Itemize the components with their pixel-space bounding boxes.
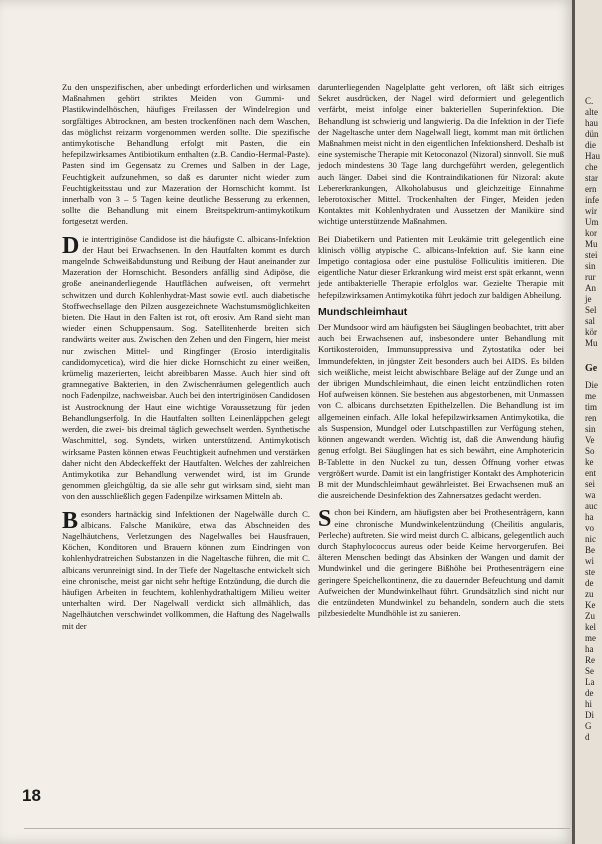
next-page-fragment: wi — [585, 556, 594, 566]
next-page-fragment: ha — [585, 512, 594, 522]
next-page-fragment: tim — [585, 402, 598, 412]
paragraph — [318, 507, 564, 619]
paragraph: darunterliegenden Nagelplatte geht verloren, oft läßt sich eitriges Sekret ausdrücken, der Nagel wird deformiert und gelegentlich verfärbt, meist infolge einer bakteriellen Superinfektion. Die Behandlung ist schwierig und langwierig. Da die Infektion in der Tiefe der Nageltasche unter dem Nagelwall liegt, kommt man mit örtlichen Maßnahmen meist nicht in den eigentlichen Infektionsherd. Deshalb ist eine systemische Therapie mit Ketoconazol (Nizoral) sinnvoll. Sie muß jedoch mindestens 30 Tage lang durchgeführt werden, gelegentlich auch länger. Dabei sind die Kontraindikationen für Nizoral: akute Lebererkrankungen, Alkoholabusus und gleichzeitige Einnahme leberotoxischer Mittel. Trockenhalten der Finger, Meiden jeden Kontaktes mit Kohlenhydraten und Aussetzen der Maniküre sind wichtige unterstützende Maßnahmen. — [318, 82, 564, 227]
next-page-fragment: Re — [585, 655, 595, 665]
next-page-fragment: ern — [585, 184, 597, 194]
next-page-fragment: hau — [585, 118, 598, 128]
next-page-fragment: wa — [585, 490, 596, 500]
page-number: 18 — [22, 786, 41, 805]
next-page-fragment: Zu — [585, 611, 595, 621]
next-page-fragment: An — [585, 283, 596, 293]
next-page-fragment: de — [585, 688, 594, 698]
next-page-fragment: infe — [585, 195, 599, 205]
next-page-fragment: ren — [585, 413, 597, 423]
paragraph: Bei Diabetikern und Patienten mit Leukämie tritt gelegentlich eine klinisch völlig atypische C. albicans-Infektion auf. Sie kann eine Impetigo contagiosa oder eine pustulöse Folliculitis imitieren. Die eigentliche Natur dieser Erkrankung wird meist erst spät erkannt, wenn jede antibakterielle Therapie erfolglos war. Gezielte Therapie mit hefepilzwirksamen Antimykotika führt jedoch zur baldigen Abheilung. — [318, 233, 564, 300]
next-page-fragment: me — [585, 391, 596, 401]
right-column — [318, 82, 564, 625]
paragraph-body: ie intertriginöse Candidose ist die häufigste C. albicans-Infektion der Haut bei Erwachsenen. In den Hautfalten kommt es durch mangelnde Schweißabdunstung und Reibung der Haut aneinander zur Mazeration der Hornschicht. Besonders anfällig sind Adipöse, die große aneinanderliegende Hautflächen aufweisen, oft vermehrt schwitzen und durch Kohlenhydrat-Mast sowie evtl. auch diabetische Stoffwechsellage den Pilzen ausgezeichnete Wachstumsmöglichkeiten bieten. Die Haut in den Falten ist rot, oft erosiv. Am Rand sieht man wieder einen Schuppensaum. Sog. Satellitenherde breiten sich randwärts weiter aus. Zwischen den Zehen und den Fingern, hier meist nur zwischen Mittel- und Ringfinger (Erosio interdigitalis candidomycetica), wird die hier dicke Hornschicht zu einer weißen, krümelig mazerierten, leicht abreibbaren Masse. Auch hier sind oft gramnegative Bakterien, in den Zwischenräumen gelegentlich auch noch Fadenpilze, nachweisbar. Auch bei den intertriginösen Candidosen ist Austrocknung der Haut eine wichtige Voraussetzung für jeden Behandlungserfolg. In die Hautfalten sollten Leinenläppchen gelegt werden, die zwei- bis dreimal täglich gewechselt werden. Synthetische Waschmittel, sog. Syndets, wirken unterstützend. Antimykotisch wirksame Pasten können etwas Feuchtigkeit aufnehmen und verstärken daher nicht den Abdeckeffekt der Hautfalten. Welches der zahlreichen Antimykotika zur Behandlung verwendet wird, ist im Grunde genommen gleichgültig, da sie alle sehr gut wirksam sind, sieht man von den ausschließlich gegen Fadenpilze wirksamen Mitteln ab. — [62, 233, 310, 502]
next-page-fragment: Hau — [585, 151, 600, 161]
next-page-edge — [575, 0, 602, 844]
next-page-fragment: sei — [585, 479, 595, 489]
paragraph-body: chon bei Kindern, am häufigsten aber bei Prothesenträgern, kann eine chronische Mundwinkelentzündung (Cheilitis angularis, Perleche) auftreten. Sie wird meist durch C. albicans, gelegentlich auch durch Staphylococcus aureus oder beide Keime hervorgerufen. Bei älteren Menschen bedingt das Absinken der Wangen und damit der Mundwinkel und die geringere Bißhöhe bei Prothesenträgern eine geringere Speichelkontinenz, die zu dauernder Befeuchtung und damit Aufweichen der Mundwinkelhaut führt. Grundsätzlich sind nicht nur die entzündeten Mundwinkel zu behandeln, sondern auch die stets pilzbesiedelte Mundhöhle ist zu sanieren. — [318, 507, 564, 619]
next-page-fragment: me — [585, 633, 596, 643]
next-page-fragment: rur — [585, 272, 596, 282]
paragraph — [62, 509, 310, 632]
next-page-fragment: hi — [585, 699, 593, 709]
next-page-fragment: kel — [585, 622, 596, 632]
next-page-fragment: So — [585, 446, 595, 456]
left-column — [62, 82, 310, 638]
next-page-fragment: Se — [585, 666, 594, 676]
next-page-fragment: Mu — [585, 239, 598, 249]
next-page-fragment: che — [585, 162, 598, 172]
section-heading: Mundschleimhaut — [318, 305, 408, 318]
next-page-fragment: die — [585, 140, 596, 150]
next-page-fragment: nic — [585, 534, 596, 544]
next-page-fragment: kör — [585, 327, 597, 337]
next-page-fragment: kor — [585, 228, 597, 238]
next-page-fragment: ste — [585, 567, 595, 577]
next-page-fragment: auc — [585, 501, 598, 511]
next-page-fragment: ent — [585, 468, 596, 478]
paragraph-body: esonders hartnäckig sind Infektionen der Nagelwälle durch C. albicans. Falsche Maniküre, etwa das Abschneiden des Nagelhäutchens, Verletzungen des Nagelwalles bei Hausfrauen, Köchen, Konditoren und Brauern können zum Eindringen von kohlenhydratreichen Substanzen in die Nageltasche führen, die mit C. albicans verunreinigt sind. In der Tiefe der Nageltasche entwickelt sich eine chronische, meist gar nicht sehr heftige Entzündung, die durch die häufigen Arbeiten in feuchtem, kohlenhydrathaltigem Milieu weiter unterhalten wird. Der Nagelwall verdickt sich allmählich, das Nagelhäutchen verschwindet vollkommen, die Haftung des Nagelwalls mit der — [62, 508, 310, 631]
divider — [24, 828, 570, 829]
next-page-fragment: alte — [585, 107, 598, 117]
paragraph — [62, 234, 310, 503]
next-page-fragment: Die — [585, 380, 598, 390]
next-page-fragment: Ge — [585, 363, 598, 374]
next-page-fragment: Ve — [585, 435, 595, 445]
drop-cap: S — [318, 506, 332, 533]
next-page-fragment: sin — [585, 424, 596, 434]
next-page-fragment: zu — [585, 589, 594, 599]
next-page-fragment: vo — [585, 523, 594, 533]
next-page-fragment: Be — [585, 545, 595, 555]
next-page-fragment: dün — [585, 129, 599, 139]
next-page-fragment: de — [585, 578, 594, 588]
next-page-fragment: La — [585, 677, 595, 687]
next-page-fragment: sin — [585, 261, 596, 271]
next-page-fragment: d — [585, 732, 590, 742]
next-page-fragment: Ke — [585, 600, 596, 610]
next-page-fragment: Sel — [585, 305, 597, 315]
next-page-fragment: sal — [585, 316, 595, 326]
next-page-fragment: G — [585, 721, 592, 731]
next-page-fragment: je — [585, 294, 592, 304]
paragraph: Der Mundsoor wird am häufigsten bei Säuglingen beobachtet, tritt aber auch bei Erwachsenen auf, insbesondere unter Behandlung mit Kortikosteroiden, Immunsuppressiva und Zytostatika oder bei Immundefekten, in jüngster Zeit besonders auch bei AIDS. Es bilden sich weißliche, meist leicht abwischbare Beläge auf der Zunge und an der übrigen Mundschleimhaut, die einen leicht entzündlichen roten Hof aufweisen können. Sie bestehen aus abgestorbenen, mit Unmassen von C. albicans durchsetzten Epithelzellen. Die Behandlung ist im allgemeinen einfach. Alle lokal hefepilzwirksamen Antimykotika, die als Suspension, Mundgel oder Lutschpastillen zur Verfügung stehen, können angewandt werden. Wichtig ist, daß die Anwendung häufig genug erfolgt. Bei Säuglingen hat es sich bewährt, eine Amphotericin B-Tablette in den Nuckel zu tun, dessen Öffnung vorher etwas vergrößert wurde. Damit ist ein langfristiger Kontakt des Amphotericin B mit der Mundschleimhaut gewährleistet. Bei Erwachsenen muß an die ausreichende Desinfektion des Zahnersatzes gedacht werden. — [318, 322, 564, 501]
next-page-fragment: Um — [585, 217, 599, 227]
next-page-fragment: ke — [585, 457, 594, 467]
next-page-fragment: wir — [585, 206, 597, 216]
next-page-fragment: Mu — [585, 338, 598, 348]
next-page-fragment: stei — [585, 250, 598, 260]
next-page-fragment: C. — [585, 96, 594, 106]
next-page-fragment: ha — [585, 644, 594, 654]
drop-cap: D — [62, 232, 80, 259]
next-page-fragment: Di — [585, 710, 594, 720]
next-page-fragment: star — [585, 173, 598, 183]
paragraph: Zu den unspezifischen, aber unbedingt erforderlichen und wirksamen Maßnahmen gehört striktes Meiden von Gummi- und Plastikwindelhöschen, häufiges Freilassen der Windelregion und sorgfältiges Abtrocknen, am besten trockenfönen nach dem Waschen, das möglichst reizarm vorgenommen werden sollte. Die spezifische antimykotische Behandlung erfolgt mit Pasten, die ein hefepilzwirksames Antibiotikum enthalten (z.B. Candio-Hermal-Paste). Pasten sind im Gegensatz zu Cremes und Salben in der Lage, Feuchtigkeit aufzunehmen, so daß es darunter nicht wieder zum Feuchtigkeitsstau und zur Mazeration der Hornschicht kommt. Ist innerhalb von 3 – 5 Tagen keine deutliche Besserung zu erkennen, sollte die Behandlung mit einem Breitspektrum-antimykotikum fortgesetzt werden. — [62, 82, 310, 227]
drop-cap: B — [62, 507, 79, 534]
